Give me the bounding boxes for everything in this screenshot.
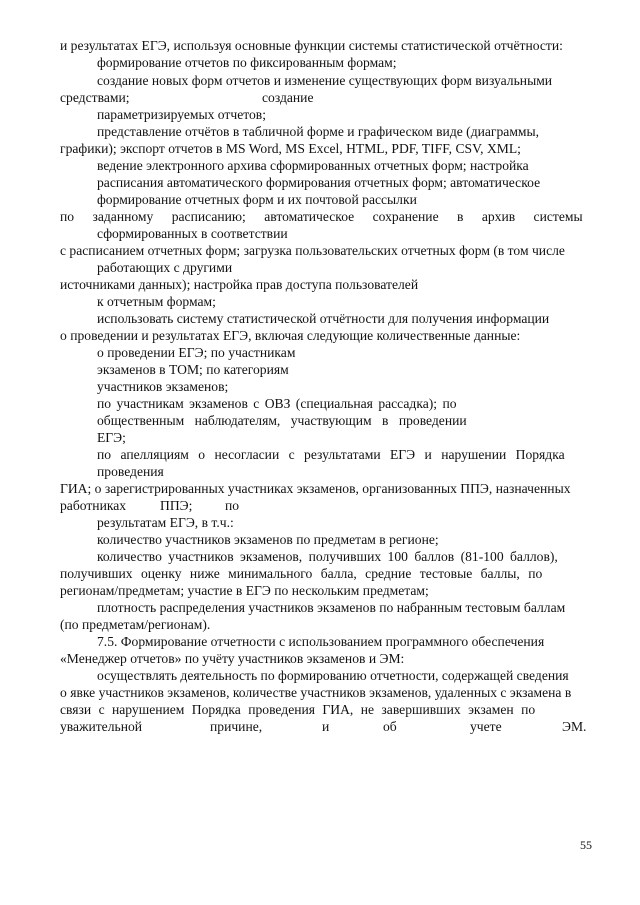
text-line: участников экзаменов; <box>97 379 229 394</box>
text-line: графики); экспорт отчетов в MS Word, MS Excel, HTML, PDF, TIFF, CSV, XML; <box>60 141 521 156</box>
text-line: работниках <box>60 498 127 513</box>
page-number: 55 <box>580 838 592 852</box>
text-line: по участникам экзаменов с ОВЗ (специальная рассадка); по <box>97 396 457 411</box>
text-line: осуществлять деятельность по формированию отчетности, содержащей сведения <box>97 668 569 683</box>
text-line: ЕГЭ; <box>97 430 126 445</box>
text-line: об <box>383 719 397 734</box>
text-line: с расписанием отчетных форм; загрузка пользовательских отчетных форм (в том числе <box>60 243 565 258</box>
text-line: получивших оценку ниже минимального балла, средние тестовые баллы, по <box>60 566 543 581</box>
text-line: по заданному расписанию; автоматическое сохранение в архив системы <box>60 209 583 224</box>
text-line: создание <box>262 90 314 105</box>
text-line: «Менеджер отчетов» по учёту участников экзаменов и ЭМ: <box>60 651 405 666</box>
text-line: к отчетным формам; <box>97 294 216 309</box>
text-line: ЭМ. <box>562 719 587 734</box>
text-line: работающих с другими <box>97 260 233 275</box>
text-line: ГИА; о зарегистрированных участниках экзаменов, организованных ППЭ, назначенных <box>60 481 571 496</box>
text-line: о проведении и результатах ЕГЭ, включая следующие количественные данные: <box>60 328 521 343</box>
text-line: общественным наблюдателям, участвующим в проведении <box>97 413 467 428</box>
text-line: представление отчётов в табличной форме и графическом виде (диаграммы, <box>97 124 540 139</box>
text-line: средствами; <box>60 90 130 105</box>
text-line: учете <box>470 719 502 734</box>
text-line: 7.5. Формирование отчетности с использованием программного обеспечения <box>97 634 545 649</box>
text-line: формирование отчетных форм и их почтовой рассылки <box>97 192 417 207</box>
text-line: сформированных в соответствии <box>97 226 288 241</box>
text-line: и результатах ЕГЭ, используя основные функции системы статистической отчётности: <box>60 38 563 53</box>
text-line: по <box>225 498 240 513</box>
text-line: количество участников экзаменов, получивших 100 баллов (81-100 баллов), <box>97 549 558 564</box>
text-line: причине, <box>210 719 263 734</box>
text-line: расписания автоматического формирования отчетных форм; автоматическое <box>97 175 541 190</box>
text-line: по апелляциям о несогласии с результатами ЕГЭ и нарушении Порядка <box>97 447 565 462</box>
text-line: создание новых форм отчетов и изменение существующих форм визуальными <box>97 73 553 88</box>
text-line: (по предметам/регионам). <box>60 617 211 632</box>
text-line: о явке участников экзаменов, количестве участников экзаменов, удаленных с экзамена в <box>60 685 572 700</box>
text-line: о проведении ЕГЭ; по участникам <box>97 345 296 360</box>
text-line: ведение электронного архива сформированных отчетных форм; настройка <box>97 158 529 173</box>
text-line: экзаменов в ТОМ; по категориям <box>97 362 289 377</box>
text-line: использовать систему статистической отчётности для получения информации <box>97 311 550 326</box>
text-line: формирование отчетов по фиксированным формам; <box>97 55 397 70</box>
text-line: уважительной <box>60 719 143 734</box>
text-line: ППЭ; <box>160 498 193 513</box>
text-line: источниками данных); настройка прав доступа пользователей <box>60 277 419 292</box>
text-line: и <box>322 719 330 734</box>
text-line: регионам/предметам; участие в ЕГЭ по нескольким предметам; <box>60 583 429 598</box>
text-line: связи с нарушением Порядка проведения ГИА, не завершивших экзамен по <box>60 702 536 717</box>
text-line: параметризируемых отчетов; <box>97 107 266 122</box>
text-line: проведения <box>97 464 164 479</box>
text-line: результатам ЕГЭ, в т.ч.: <box>97 515 234 530</box>
text-line: количество участников экзаменов по предметам в регионе; <box>97 532 439 547</box>
text-line: плотность распределения участников экзаменов по набранным тестовым баллам <box>97 600 566 615</box>
